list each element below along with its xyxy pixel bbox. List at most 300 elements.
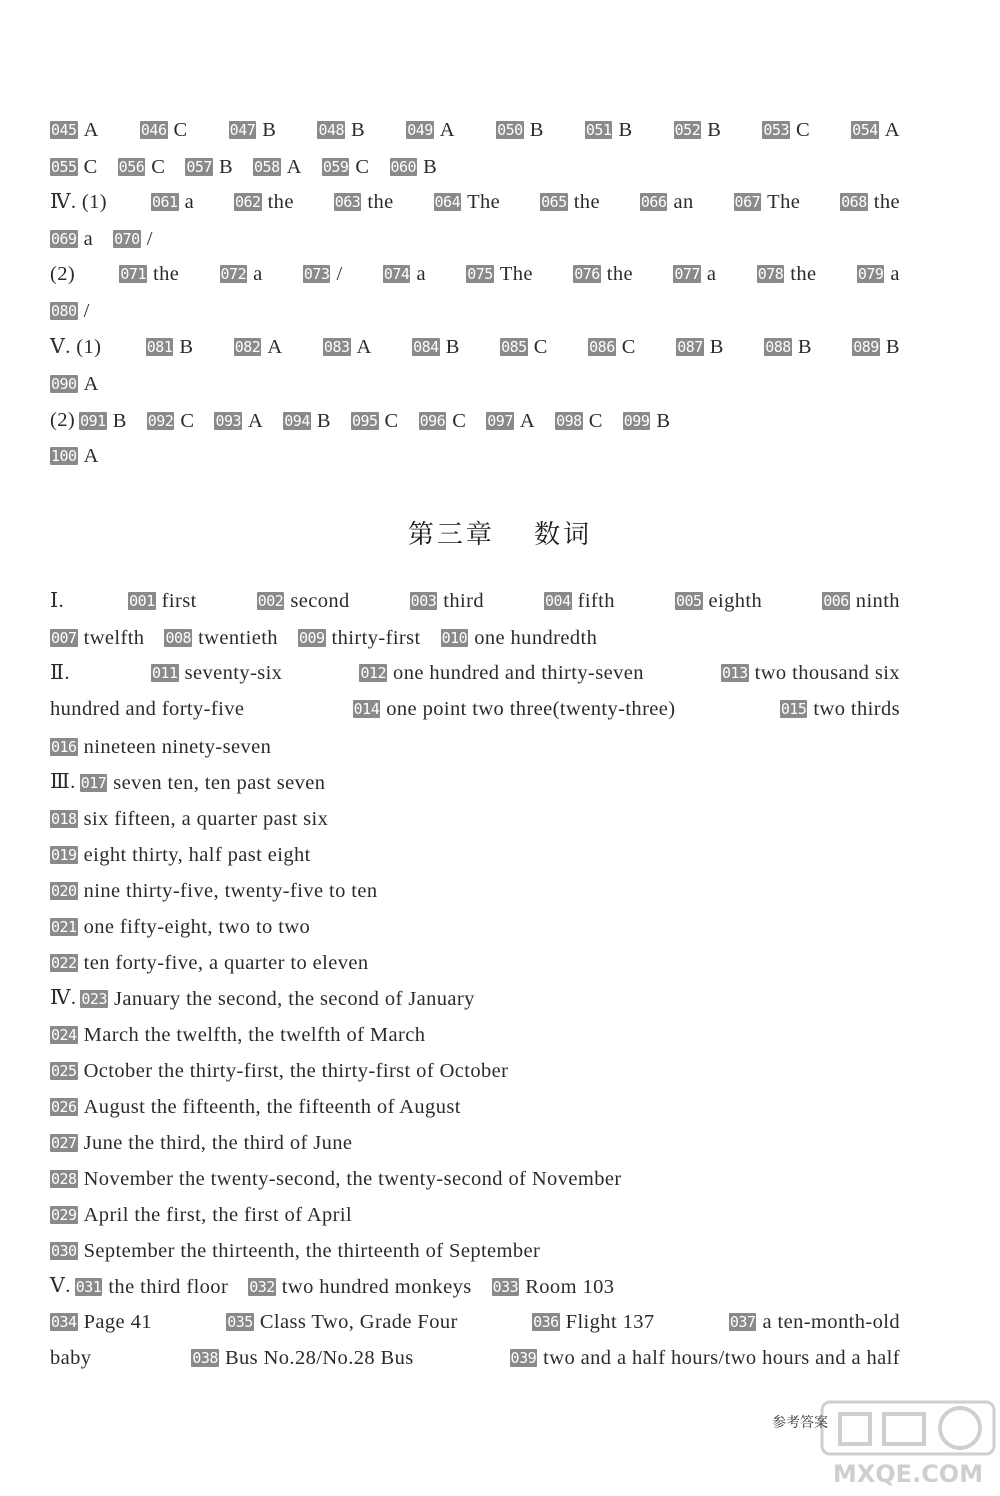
- question-number-badge: 011: [151, 664, 178, 682]
- answer-text: B: [707, 119, 722, 141]
- answer-line: [50, 371, 900, 396]
- answer-line: [50, 770, 900, 795]
- question-number-badge: 086: [589, 338, 615, 356]
- answer-item: [80, 771, 326, 795]
- answer-item: [412, 335, 460, 359]
- answer-text: A: [356, 336, 372, 358]
- answer-item: [185, 155, 233, 179]
- question-number-badge: 053: [763, 121, 789, 139]
- answer-line: [50, 1274, 900, 1299]
- answer-item: [50, 1239, 540, 1263]
- answer-item: [113, 227, 153, 251]
- section-label: Ⅱ.: [50, 662, 70, 684]
- question-number-badge: 057: [186, 158, 212, 176]
- answer-item: [119, 262, 179, 286]
- answer-item: [220, 262, 263, 286]
- answer-text: the: [152, 263, 180, 285]
- answer-text: ten forty-five, a quarter to eleven: [83, 952, 369, 974]
- question-number-badge: 051: [585, 121, 612, 139]
- answer-line: [50, 986, 900, 1011]
- question-number-badge: 065: [541, 193, 567, 211]
- answer-item: [532, 1310, 654, 1334]
- answer-item: [283, 409, 331, 433]
- question-number-badge: 017: [80, 774, 107, 792]
- answer-text: ninth: [855, 590, 900, 612]
- section-label: Ⅴ. (1): [50, 336, 102, 358]
- watermark-text: MXQE.COM: [832, 1460, 984, 1488]
- chapter-heading: [0, 514, 1000, 551]
- section-label: Ⅳ.: [50, 987, 77, 1009]
- answer-item: [50, 444, 99, 468]
- answer-text: Bus No.28/No.28 Bus: [224, 1347, 414, 1369]
- answer-item: [674, 118, 722, 142]
- answer-text: B: [618, 119, 633, 141]
- question-number-badge: 019: [51, 846, 77, 864]
- answer-text: /: [83, 300, 90, 322]
- answer-item: [822, 589, 900, 613]
- answer-line: [50, 190, 900, 214]
- answer-text: third: [443, 590, 484, 612]
- question-number-badge: 062: [234, 193, 261, 211]
- answer-text: a: [253, 263, 263, 285]
- question-number-badge: 080: [51, 302, 77, 320]
- answer-text: C: [180, 410, 195, 432]
- question-number-badge: 063: [334, 193, 361, 211]
- answer-line: [50, 226, 900, 251]
- answer-item: [840, 190, 900, 214]
- question-number-badge: 023: [81, 990, 107, 1008]
- answer-text: a ten-month-old: [762, 1311, 900, 1333]
- answer-text: six fifteen, a quarter past six: [83, 808, 329, 830]
- answer-item: [50, 1203, 352, 1227]
- question-number-badge: 071: [120, 265, 146, 283]
- answer-item: [50, 1023, 425, 1047]
- answer-item: [675, 589, 762, 613]
- answer-text: A: [248, 410, 264, 432]
- answer-text: a: [416, 263, 426, 285]
- question-number-badge: 049: [407, 121, 433, 139]
- answer-item: [676, 335, 724, 359]
- answer-text: twelfth: [83, 627, 145, 649]
- answer-item: [851, 118, 900, 142]
- answer-item: [50, 1310, 152, 1334]
- answer-line: [50, 1058, 900, 1083]
- answer-item: [50, 915, 310, 939]
- answer-item: [441, 626, 598, 650]
- answer-text: A: [83, 119, 99, 141]
- answer-line: [50, 1238, 900, 1263]
- answer-item: [757, 262, 817, 286]
- answer-text: the: [790, 263, 817, 285]
- answer-text: the: [367, 191, 394, 213]
- question-number-badge: 077: [674, 265, 700, 283]
- question-number-badge: 039: [510, 1349, 537, 1367]
- answer-item: [50, 1167, 622, 1191]
- question-number-badge: 028: [51, 1170, 77, 1188]
- question-number-badge: 094: [284, 412, 310, 430]
- question-number-badge: 089: [853, 338, 879, 356]
- answer-item: [151, 190, 194, 214]
- question-number-badge: 033: [492, 1278, 519, 1296]
- question-number-badge: 034: [51, 1313, 77, 1331]
- answer-text: one point two three(twenty-three): [386, 698, 676, 720]
- answer-line: [50, 262, 900, 286]
- question-number-badge: 004: [545, 592, 571, 610]
- question-number-badge: 073: [303, 265, 330, 283]
- question-number-badge: 052: [674, 121, 701, 139]
- question-number-badge: 056: [118, 158, 145, 176]
- answer-text: Class Two, Grade Four: [259, 1311, 458, 1333]
- question-number-badge: 002: [257, 592, 284, 610]
- question-number-badge: 006: [823, 592, 849, 610]
- question-number-badge: 067: [734, 193, 761, 211]
- answer-text: June the third, the third of June: [83, 1132, 353, 1154]
- answer-item: [734, 190, 801, 214]
- question-number-badge: 092: [147, 412, 174, 430]
- question-number-badge: 027: [51, 1134, 77, 1152]
- answer-text: nine thirty-five, twenty-five to ten: [83, 880, 378, 902]
- answer-text: B: [351, 119, 366, 141]
- question-number-badge: 093: [215, 412, 242, 430]
- answer-text: C: [355, 156, 370, 178]
- answer-item: [500, 335, 548, 359]
- answer-text: one fifty-eight, two to two: [83, 916, 311, 938]
- answer-item: [75, 1275, 228, 1299]
- question-number-badge: 032: [249, 1278, 275, 1296]
- question-number-badge: 047: [229, 121, 256, 139]
- answer-item: [419, 409, 467, 433]
- question-number-badge: 055: [51, 158, 77, 176]
- answer-text: C: [588, 410, 603, 432]
- answer-item: [383, 262, 426, 286]
- answer-text: two thousand six: [754, 662, 900, 684]
- section-label: Ⅴ.: [50, 1275, 71, 1297]
- answer-item: [151, 661, 282, 685]
- answer-text: B: [262, 119, 277, 141]
- answer-text: eight thirty, half past eight: [83, 844, 311, 866]
- answer-text: a: [890, 263, 900, 285]
- answer-text: C: [83, 156, 98, 178]
- answer-text: seventy-six: [184, 662, 283, 684]
- answer-text: eighth: [708, 590, 763, 612]
- answer-item: [229, 118, 277, 142]
- answer-item: [234, 335, 283, 359]
- answer-text: C: [796, 119, 811, 141]
- answer-text: B: [445, 336, 460, 358]
- answer-item: [673, 262, 716, 286]
- answer-item: [510, 1346, 900, 1370]
- answer-text: seven ten, ten past seven: [113, 772, 326, 794]
- section-label: Ⅳ. (1): [50, 191, 108, 213]
- question-number-badge: 091: [80, 412, 106, 430]
- question-number-badge: 074: [383, 265, 410, 283]
- answer-item: [492, 1275, 615, 1299]
- answer-item: [486, 409, 535, 433]
- answer-line: [50, 1094, 900, 1119]
- answer-text: two hundred monkeys: [281, 1276, 472, 1298]
- answer-item: [359, 661, 643, 685]
- section-label: hundred and forty-five: [50, 698, 245, 720]
- answer-text: one hundredth: [474, 627, 598, 649]
- answer-item: [128, 589, 197, 613]
- answer-text: a: [83, 228, 94, 250]
- answer-item: [50, 951, 369, 975]
- question-number-badge: 050: [497, 121, 523, 139]
- answer-item: [248, 1275, 471, 1299]
- question-number-badge: 031: [75, 1278, 102, 1296]
- answer-text: C: [384, 410, 399, 432]
- question-number-badge: 066: [640, 193, 667, 211]
- question-number-badge: 030: [51, 1242, 77, 1260]
- answer-text: B: [316, 410, 331, 432]
- question-number-badge: 099: [623, 412, 650, 430]
- answer-text: A: [286, 156, 302, 178]
- question-number-badge: 095: [351, 412, 378, 430]
- answer-text: B: [529, 119, 544, 141]
- answer-text: a: [706, 263, 717, 285]
- question-number-badge: 088: [765, 338, 791, 356]
- watermark-logo: [820, 1400, 996, 1490]
- answer-item: [852, 335, 900, 359]
- section-label: baby: [50, 1347, 92, 1369]
- answer-line: [50, 806, 900, 831]
- question-number-badge: 005: [675, 592, 702, 610]
- chapter-number: 第三章: [407, 520, 495, 550]
- answer-line: [50, 914, 900, 939]
- answer-line: [50, 625, 900, 650]
- answer-item: [147, 409, 195, 433]
- question-number-badge: 059: [322, 158, 349, 176]
- question-number-badge: 037: [729, 1313, 756, 1331]
- answer-text: an: [673, 191, 694, 213]
- question-number-badge: 007: [51, 629, 77, 647]
- answer-item: [729, 1310, 900, 1334]
- question-number-badge: 054: [852, 121, 878, 139]
- question-number-badge: 096: [419, 412, 446, 430]
- answer-text: The: [467, 191, 501, 213]
- answer-item: [434, 190, 501, 214]
- answer-text: thirty-first: [331, 627, 421, 649]
- answer-item: [573, 262, 633, 286]
- answer-text: Flight 137: [565, 1311, 655, 1333]
- question-number-badge: 072: [220, 265, 247, 283]
- answer-text: October the thirty-first, the thirty-first of October: [83, 1060, 509, 1082]
- answer-text: April the first, the first of April: [83, 1204, 353, 1226]
- answer-item: [640, 190, 694, 214]
- answer-line: [50, 1346, 900, 1370]
- question-number-badge: 013: [722, 664, 748, 682]
- answer-line: [50, 734, 900, 759]
- answer-item: [253, 155, 302, 179]
- answer-line: [50, 118, 900, 142]
- answer-text: B: [709, 336, 724, 358]
- answer-text: B: [218, 156, 234, 178]
- question-number-badge: 045: [51, 121, 77, 139]
- answer-line: [50, 1202, 900, 1227]
- answer-text: the: [267, 191, 294, 213]
- answer-text: March the twelfth, the twelfth of March: [83, 1024, 426, 1046]
- answer-text: The: [767, 191, 801, 213]
- question-number-badge: 015: [780, 700, 807, 718]
- question-number-badge: 078: [757, 265, 784, 283]
- question-number-badge: 081: [146, 338, 173, 356]
- answer-item: [353, 697, 676, 721]
- answer-text: nineteen ninety-seven: [83, 736, 272, 758]
- answer-item: [50, 1095, 461, 1119]
- answer-text: the: [873, 191, 900, 213]
- answer-text: second: [290, 590, 350, 612]
- answer-text: B: [656, 410, 671, 432]
- answer-text: B: [423, 156, 438, 178]
- section-label: Ⅲ.: [50, 771, 76, 793]
- answer-item: [857, 262, 900, 286]
- question-number-badge: 018: [51, 810, 77, 828]
- answer-item: [780, 697, 900, 721]
- chapter-title: 数词: [534, 520, 593, 550]
- answer-line: [50, 154, 900, 179]
- answer-text: B: [179, 336, 194, 358]
- answer-line: [50, 1310, 900, 1334]
- answer-item: [585, 118, 633, 142]
- answer-text: August the fifteenth, the fifteenth of August: [83, 1096, 461, 1118]
- answer-text: Room 103: [525, 1276, 615, 1298]
- question-number-badge: 014: [353, 700, 380, 718]
- answer-item: [555, 409, 603, 433]
- question-number-badge: 026: [51, 1098, 77, 1116]
- answer-text: January the second, the second of January: [114, 988, 475, 1010]
- answer-line: [50, 878, 900, 903]
- question-number-badge: 048: [318, 121, 345, 139]
- answer-item: [588, 335, 636, 359]
- question-number-badge: 029: [51, 1206, 77, 1224]
- answer-item: [298, 626, 421, 650]
- answer-text: A: [83, 373, 99, 395]
- question-number-badge: 016: [51, 738, 77, 756]
- answer-line: [50, 1130, 900, 1155]
- question-number-badge: 079: [857, 265, 884, 283]
- answer-item: [50, 843, 311, 867]
- answer-text: the: [573, 191, 600, 213]
- question-number-badge: 036: [533, 1313, 559, 1331]
- answer-item: [50, 372, 99, 396]
- question-number-badge: 068: [841, 193, 867, 211]
- answer-line: [50, 589, 900, 613]
- answer-item: [214, 409, 263, 433]
- answer-item: [317, 118, 365, 142]
- answer-text: two thirds: [813, 698, 900, 720]
- question-number-badge: 075: [467, 265, 493, 283]
- answer-item: [762, 118, 810, 142]
- question-number-badge: 097: [487, 412, 513, 430]
- answer-text: The: [499, 263, 533, 285]
- answer-item: [234, 190, 294, 214]
- question-number-badge: 008: [165, 629, 192, 647]
- answer-line: [50, 298, 900, 323]
- answer-item: [79, 409, 127, 433]
- answer-item: [50, 735, 271, 759]
- question-number-badge: 076: [574, 265, 600, 283]
- section-label: Ⅰ.: [50, 590, 65, 612]
- answer-text: A: [439, 119, 456, 141]
- question-number-badge: 087: [677, 338, 703, 356]
- answer-text: one hundred and thirty-seven: [393, 662, 644, 684]
- question-number-badge: 001: [129, 592, 155, 610]
- answer-text: November the twenty-second, the twenty-second of November: [83, 1168, 622, 1190]
- section-label: (2): [50, 263, 76, 285]
- answer-text: /: [146, 228, 153, 250]
- answer-item: [323, 335, 372, 359]
- answer-line: [50, 697, 900, 721]
- question-number-badge: 070: [114, 230, 140, 248]
- answer-item: [50, 879, 378, 903]
- answer-line: [50, 950, 900, 975]
- question-number-badge: 082: [234, 338, 261, 356]
- answer-item: [50, 118, 99, 142]
- answer-item: [140, 118, 188, 142]
- answer-text: /: [336, 263, 343, 285]
- answer-text: a: [184, 191, 195, 213]
- answer-text: A: [884, 119, 900, 141]
- question-number-badge: 003: [410, 592, 437, 610]
- answer-text: A: [83, 445, 99, 467]
- answer-item: [50, 155, 98, 179]
- answer-text: C: [533, 336, 548, 358]
- question-number-badge: 064: [434, 193, 461, 211]
- question-number-badge: 085: [501, 338, 527, 356]
- answer-text: fifth: [577, 590, 615, 612]
- question-number-badge: 060: [390, 158, 417, 176]
- question-number-badge: 022: [51, 954, 77, 972]
- question-number-badge: 010: [441, 629, 468, 647]
- answer-text: B: [885, 336, 900, 358]
- answer-item: [50, 227, 93, 251]
- answer-text: C: [151, 156, 166, 178]
- question-number-badge: 046: [140, 121, 167, 139]
- question-number-badge: 058: [254, 158, 280, 176]
- answer-item: [80, 987, 474, 1011]
- answer-item: [466, 262, 533, 286]
- answer-item: [50, 1059, 508, 1083]
- question-number-badge: 083: [323, 338, 350, 356]
- answer-text: A: [267, 336, 283, 358]
- page-footer-label: 参考答案: [772, 1415, 828, 1431]
- question-number-badge: 084: [413, 338, 439, 356]
- answer-item: [50, 807, 328, 831]
- answer-text: C: [452, 410, 467, 432]
- answer-item: [191, 1346, 413, 1370]
- answer-item: [50, 299, 90, 323]
- answer-item: [146, 335, 194, 359]
- answer-item: [334, 190, 394, 214]
- answer-item: [406, 118, 455, 142]
- answer-text: B: [797, 336, 812, 358]
- answer-text: twentieth: [198, 627, 278, 649]
- answer-item: [303, 262, 343, 286]
- question-number-badge: 061: [151, 193, 178, 211]
- question-number-badge: 012: [360, 664, 387, 682]
- question-number-badge: 035: [227, 1313, 253, 1331]
- answer-line: [50, 842, 900, 867]
- answer-text: B: [112, 410, 127, 432]
- question-number-badge: 024: [51, 1026, 77, 1044]
- question-number-badge: 009: [298, 629, 325, 647]
- question-number-badge: 021: [51, 918, 77, 936]
- answer-item: [544, 589, 615, 613]
- answer-text: C: [173, 119, 188, 141]
- answer-line: [50, 1166, 900, 1191]
- answer-item: [351, 409, 399, 433]
- answer-item: [540, 190, 600, 214]
